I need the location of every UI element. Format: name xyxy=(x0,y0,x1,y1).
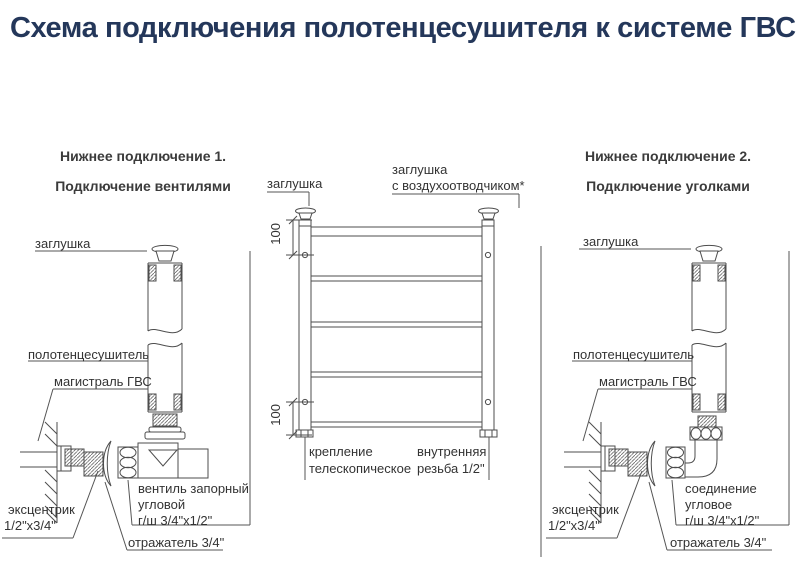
page-title: Схема подключения полотенцесушителя к системе ГВС xyxy=(10,12,796,44)
right-pipe-icon xyxy=(692,245,726,412)
left-valve-label-line3: г/ш 3/4"x1/2" xyxy=(138,513,213,528)
left-pipe-icon xyxy=(148,245,182,412)
left-valve-label-line2: угловой xyxy=(138,497,186,512)
thread-label-line1: внутренняя xyxy=(417,444,487,459)
right-eccentric-label-line1: эксцентрик xyxy=(552,502,619,517)
towel-rail-icon xyxy=(296,208,499,437)
right-mains-label: магистраль ГВС xyxy=(599,374,697,389)
right-elbow-label-line3: г/ш 3/4"x1/2" xyxy=(685,513,760,528)
right-cap-label: заглушка xyxy=(583,234,639,249)
right-heading-line1: Нижнее подключение 2. xyxy=(584,148,752,164)
right-elbow-label-line2: угловое xyxy=(685,497,733,512)
left-valve-icon xyxy=(118,414,208,478)
dimension-bottom-value: 100 xyxy=(268,404,283,426)
right-reflector-label: отражатель 3/4" xyxy=(670,535,767,550)
right-eccentric-label-line2: 1/2"x3/4" xyxy=(548,518,600,533)
thread-label-line2: резьба 1/2" xyxy=(417,461,485,476)
left-heading-line1: Нижнее подключение 1. xyxy=(59,148,227,164)
right-towel-rail-label: полотенцесушитель xyxy=(573,347,695,362)
left-eccentric-label-line2: 1/2"x3/4" xyxy=(4,518,56,533)
left-valve-label-line1: вентиль запорный xyxy=(138,481,249,496)
mounting-hole xyxy=(485,399,490,404)
left-cap-label: заглушка xyxy=(35,236,91,251)
left-heading-line2: Подключение вентилями xyxy=(55,178,231,194)
mount-label-line2: телескопическое xyxy=(309,461,412,476)
left-eccentric-label-line1: эксцентрик xyxy=(8,502,75,517)
right-elbow-icon xyxy=(666,416,722,478)
mount-label-line1: крепление xyxy=(309,444,373,459)
right-heading-line2: Подключение уголками xyxy=(586,178,750,194)
left-mains-label: магистраль ГВС xyxy=(54,374,152,389)
dimension-top-value: 100 xyxy=(268,223,283,245)
right-elbow-label-line1: соединение xyxy=(685,481,757,496)
center-cap-left-label: заглушка xyxy=(267,176,323,191)
center-cap-right-label-line2: с воздухоотводчиком* xyxy=(392,178,525,193)
mounting-hole xyxy=(485,252,490,257)
center-cap-right-label-line1: заглушка xyxy=(392,162,448,177)
left-reflector-label: отражатель 3/4" xyxy=(128,535,225,550)
left-towel-rail-label: полотенцесушитель xyxy=(28,347,150,362)
